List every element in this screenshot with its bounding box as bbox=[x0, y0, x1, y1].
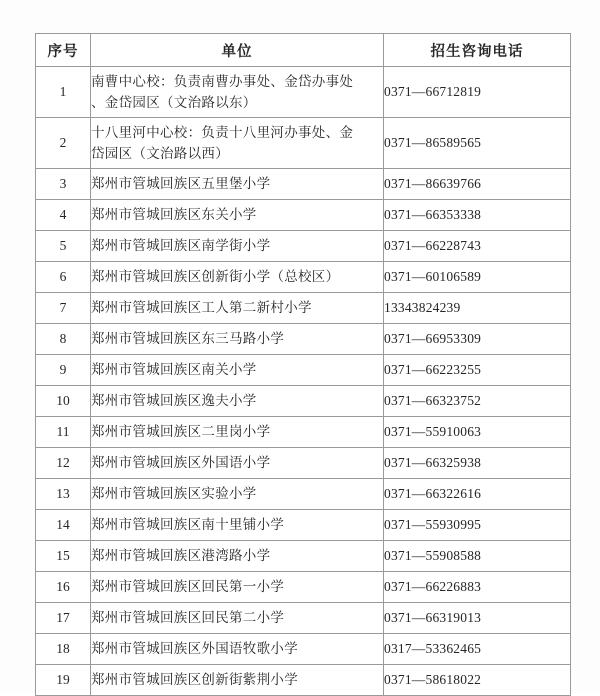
table-row bbox=[36, 665, 571, 696]
column-header-phone: 招生咨询电话 bbox=[384, 34, 571, 67]
row-index-cell: 7 bbox=[36, 293, 91, 324]
table-row bbox=[36, 448, 571, 479]
row-phone-cell: 0371—66319013 bbox=[384, 603, 571, 634]
table-row bbox=[36, 262, 571, 293]
row-unit-cell bbox=[91, 169, 384, 200]
row-unit-cell bbox=[91, 324, 384, 355]
row-index-cell: 13 bbox=[36, 479, 91, 510]
row-unit-cell bbox=[91, 417, 384, 448]
row-index-cell: 6 bbox=[36, 262, 91, 293]
row-unit-cell bbox=[91, 262, 384, 293]
row-index-cell: 15 bbox=[36, 541, 91, 572]
table-header bbox=[36, 34, 571, 67]
unit-text-line: 郑州市管城回族区创新街紫荆小学 bbox=[91, 672, 298, 687]
table-body bbox=[36, 67, 571, 696]
row-index-cell: 19 bbox=[36, 665, 91, 696]
row-index-cell: 18 bbox=[36, 634, 91, 665]
column-header-unit: 单位 bbox=[91, 34, 384, 67]
enrollment-consultation-table bbox=[35, 33, 571, 696]
unit-text-line: 郑州市管城回族区南关小学 bbox=[91, 362, 257, 377]
row-index-cell: 14 bbox=[36, 510, 91, 541]
table-row bbox=[36, 541, 571, 572]
table-row bbox=[36, 603, 571, 634]
row-phone-cell: 0371—66323752 bbox=[384, 386, 571, 417]
unit-text-line: 郑州市管城回族区创新街小学（总校区） bbox=[91, 269, 340, 284]
unit-text-line: 郑州市管城回族区工人第二新村小学 bbox=[91, 300, 312, 315]
table-row bbox=[36, 572, 571, 603]
row-phone-cell: 0371—55930995 bbox=[384, 510, 571, 541]
row-unit-cell bbox=[91, 479, 384, 510]
row-unit-cell bbox=[91, 448, 384, 479]
unit-text-line: 十八里河中心校：负责十八里河办事处、金 bbox=[91, 125, 354, 140]
row-phone-cell: 0371—66353338 bbox=[384, 200, 571, 231]
row-phone-cell: 0371—86639766 bbox=[384, 169, 571, 200]
row-unit-cell bbox=[91, 231, 384, 262]
row-unit-cell bbox=[91, 355, 384, 386]
row-unit-cell bbox=[91, 541, 384, 572]
unit-text-line: 郑州市管城回族区港湾路小学 bbox=[91, 548, 271, 563]
row-index-cell: 3 bbox=[36, 169, 91, 200]
table-row bbox=[36, 386, 571, 417]
row-phone-cell: 0371—66226883 bbox=[384, 572, 571, 603]
table-row bbox=[36, 355, 571, 386]
unit-text-line: 郑州市管城回族区逸夫小学 bbox=[91, 393, 257, 408]
unit-text-line: 郑州市管城回族区实验小学 bbox=[91, 486, 257, 501]
row-unit-cell bbox=[91, 386, 384, 417]
row-phone-cell: 0371—55910063 bbox=[384, 417, 571, 448]
row-phone-cell: 0371—58618022 bbox=[384, 665, 571, 696]
table-row bbox=[36, 634, 571, 665]
unit-text-line: 郑州市管城回族区回民第二小学 bbox=[91, 610, 285, 625]
row-index-cell: 16 bbox=[36, 572, 91, 603]
table-row bbox=[36, 324, 571, 355]
table-row bbox=[36, 510, 571, 541]
table-row bbox=[36, 67, 571, 118]
row-phone-cell: 0371—66325938 bbox=[384, 448, 571, 479]
unit-text-line: 郑州市管城回族区回民第一小学 bbox=[91, 579, 285, 594]
unit-text-line: 郑州市管城回族区二里岗小学 bbox=[91, 424, 271, 439]
row-unit-cell bbox=[91, 665, 384, 696]
row-unit-cell bbox=[91, 293, 384, 324]
unit-text-line: 郑州市管城回族区外国语牧歌小学 bbox=[91, 641, 298, 656]
table-row bbox=[36, 231, 571, 262]
row-phone-cell: 0371—66228743 bbox=[384, 231, 571, 262]
row-phone-cell: 0371—60106589 bbox=[384, 262, 571, 293]
row-unit-cell bbox=[91, 510, 384, 541]
table-header-row bbox=[36, 34, 571, 67]
table-row bbox=[36, 293, 571, 324]
row-index-cell: 12 bbox=[36, 448, 91, 479]
row-unit-cell bbox=[91, 118, 384, 169]
row-index-cell: 1 bbox=[36, 67, 91, 118]
row-phone-cell: 0371—66712819 bbox=[384, 67, 571, 118]
table-row bbox=[36, 118, 571, 169]
row-phone-cell: 0371—66322616 bbox=[384, 479, 571, 510]
unit-text-line: 郑州市管城回族区外国语小学 bbox=[91, 455, 271, 470]
unit-text-line: 岱园区（文治路以西） bbox=[91, 146, 229, 161]
row-phone-cell: 0371—66223255 bbox=[384, 355, 571, 386]
row-index-cell: 17 bbox=[36, 603, 91, 634]
row-unit-cell bbox=[91, 67, 384, 118]
table-row bbox=[36, 417, 571, 448]
unit-text-line: 郑州市管城回族区东关小学 bbox=[91, 207, 257, 222]
row-unit-cell bbox=[91, 634, 384, 665]
unit-text-line: 郑州市管城回族区南学街小学 bbox=[91, 238, 271, 253]
row-index-cell: 4 bbox=[36, 200, 91, 231]
row-index-cell: 5 bbox=[36, 231, 91, 262]
row-index-cell: 2 bbox=[36, 118, 91, 169]
table-row bbox=[36, 479, 571, 510]
row-index-cell: 9 bbox=[36, 355, 91, 386]
column-header-index: 序号 bbox=[36, 34, 91, 67]
table-row bbox=[36, 200, 571, 231]
row-unit-cell bbox=[91, 603, 384, 634]
unit-text-line: 郑州市管城回族区五里堡小学 bbox=[91, 176, 271, 191]
row-phone-cell: 0371—86589565 bbox=[384, 118, 571, 169]
row-phone-cell: 13343824239 bbox=[384, 293, 571, 324]
unit-text-line: 、金岱园区（文治路以东） bbox=[91, 95, 257, 110]
row-phone-cell: 0371—66953309 bbox=[384, 324, 571, 355]
row-index-cell: 10 bbox=[36, 386, 91, 417]
unit-text-line: 郑州市管城回族区东三马路小学 bbox=[91, 331, 285, 346]
row-index-cell: 11 bbox=[36, 417, 91, 448]
row-index-cell: 8 bbox=[36, 324, 91, 355]
unit-text-line: 郑州市管城回族区南十里铺小学 bbox=[91, 517, 285, 532]
row-unit-cell bbox=[91, 200, 384, 231]
row-unit-cell bbox=[91, 572, 384, 603]
table-row bbox=[36, 169, 571, 200]
enrollment-table-container bbox=[35, 33, 570, 696]
row-phone-cell: 0371—55908588 bbox=[384, 541, 571, 572]
unit-text-line: 南曹中心校：负责南曹办事处、金岱办事处 bbox=[91, 74, 354, 89]
row-phone-cell: 0317—53362465 bbox=[384, 634, 571, 665]
